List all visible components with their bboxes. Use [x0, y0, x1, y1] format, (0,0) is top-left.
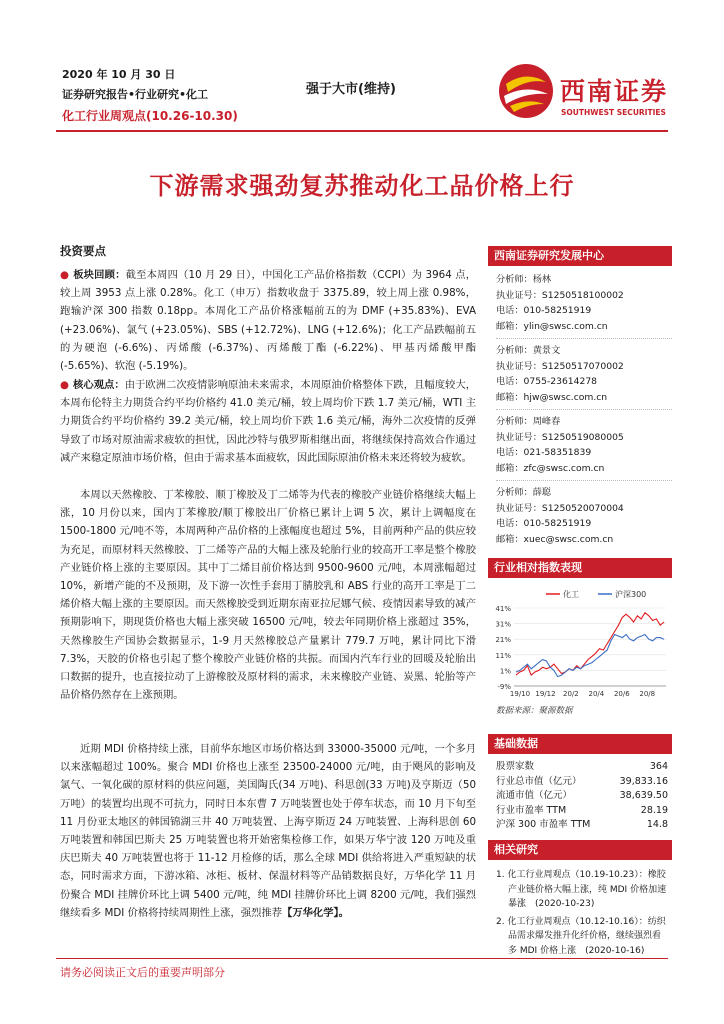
footer-disclaimer: 请务必阅读正文后的重要声明部分 — [60, 966, 225, 979]
related-panel — [488, 840, 672, 962]
report-type: 证券研究报告•行业研究•化工 — [62, 88, 209, 101]
mdi-recommend: 【万华化学】。 — [282, 906, 349, 919]
page-title: 下游需求强劲复苏推动化工品价格上行 — [149, 171, 575, 200]
table-row — [488, 789, 672, 804]
table-row — [488, 760, 672, 775]
y-tick-label: 11% — [495, 651, 511, 660]
x-tick-label: 20/6 — [613, 690, 630, 698]
review-text: 截至本周四（10 月 29 日），中国化工产品价格指数（CCPI）为 3964 点，较上周 3953 点上涨 0.28%。化工（申万）指数收盘于 3375.89，较上周上涨 0.98%，跑输沪深 300 指数 0.18pp。本周化工产品价格涨幅前五的为 DMF (+35.83%)、EVA (+23.06%)、氯气 (+23.05%)、SBS (+12.72%)、LNG (+12.6%)；化工产品跌幅前五的为硬泡 (-6.6%)、丙烯酸 (-6.37%)、丙烯酸丁酯 (-6.22%)、甲基丙烯酸甲酯 (-5.65%)、软泡 (-5.19%)。 — [60, 269, 476, 373]
row-label: 行业总市值（亿元） — [496, 775, 582, 787]
related-link[interactable]: 1. 化工行业周观点（10.19-10.23）：橡胶产业链价格大幅上涨，纯 MDI 价格加速暴涨 (2020-10-23) — [496, 870, 667, 910]
analyst-email[interactable]: 邮箱：ylin@swsc.com.cn — [496, 320, 608, 332]
relative-index-chart — [488, 582, 672, 702]
footer-divider — [56, 958, 668, 959]
row-value: 28.19 — [640, 804, 668, 816]
bullet-icon: ● — [60, 379, 70, 391]
bullet-icon: ● — [60, 269, 70, 281]
basic-title: 基础数据 — [488, 734, 672, 754]
analyst-name: 分析师：杨林 — [496, 274, 552, 285]
header-divider — [56, 130, 668, 132]
row-label: 股票家数 — [496, 761, 535, 772]
analyst-license: 执业证号：S1250517070002 — [496, 360, 624, 372]
x-tick-label: 19/10 — [509, 690, 531, 698]
analyst-list — [488, 272, 672, 547]
x-tick-label: 20/4 — [588, 690, 605, 698]
section-title: 投资要点 — [60, 244, 106, 258]
chart-source: 数据来源：聚源数据 — [496, 706, 573, 716]
analyst-license: 执业证号：S1250520070004 — [496, 502, 624, 514]
x-tick-label: 19/12 — [535, 690, 556, 698]
report-date: 2020 年 10 月 30 日 — [62, 68, 176, 81]
chart-panel — [488, 558, 672, 716]
basic-table — [488, 760, 672, 833]
paragraph-review — [60, 266, 476, 375]
logo-text: 西南证券 — [560, 77, 669, 106]
divider — [496, 409, 672, 410]
row-value: 364 — [649, 761, 668, 772]
swsc-logo-icon — [496, 60, 556, 122]
table-row — [488, 775, 672, 790]
team-title: 西南证券研究发展中心 — [488, 246, 672, 266]
analyst-phone: 电话：021-58351839 — [496, 447, 592, 458]
y-tick-label: 31% — [495, 620, 511, 629]
analyst-name: 分析师：薛聪 — [496, 487, 552, 498]
legend-label: 化工 — [563, 590, 579, 599]
row-label: 流通市值（亿元） — [496, 790, 573, 802]
row-value: 14.8 — [646, 819, 668, 831]
analyst-name: 分析师：周峰春 — [496, 416, 561, 427]
rating: 强于大市(维持) — [306, 82, 396, 97]
row-value: 39,833.16 — [619, 775, 668, 787]
x-tick-label: 20/8 — [639, 690, 656, 698]
analyst-license: 执业证号：S1250518100002 — [496, 289, 624, 301]
series-line — [516, 613, 664, 675]
review-label: 板块回顾： — [73, 269, 126, 281]
analyst-license: 执业证号：S1250519080005 — [496, 431, 624, 443]
row-label: 沪深 300 市盈率 TTM — [496, 819, 591, 831]
y-tick-label: 21% — [495, 636, 511, 645]
y-tick-label: -9% — [497, 683, 511, 691]
chart-title: 行业相对指数表现 — [488, 558, 672, 578]
related-link[interactable]: 2. 化工行业周观点（10.12-10.16）：纺织品需求爆发推升化纤价格，继续强烈看多 MDI 价格上涨 (2020-10-16) — [496, 916, 666, 956]
y-tick-label: 41% — [495, 605, 511, 613]
analyst-email[interactable]: 邮箱：zfc@swsc.com.cn — [496, 462, 605, 474]
analyst-phone: 电话：010-58251919 — [496, 305, 592, 316]
analyst-phone: 电话：010-58251919 — [496, 518, 592, 529]
divider — [496, 338, 672, 339]
table-row — [488, 818, 672, 833]
core-label: 核心观点： — [73, 379, 125, 391]
x-tick-label: 20/2 — [563, 690, 579, 698]
legend-label: 沪深300 — [615, 590, 647, 599]
analyst-email[interactable]: 邮箱：xuec@swsc.com.cn — [496, 533, 614, 545]
row-value: 38,639.50 — [619, 790, 668, 802]
mdi-text: 近期 MDI 价格持续上涨，目前华东地区市场价格达到 33000-35000 元/吨，一个多月以来涨幅超过 100%。聚合 MDI 价格也上涨至 23500-24000 元/吨，由于飓风的影响及氯气、一氧化碳的原材料的供应问题，美国陶氏(34 万吨)、科思创(33 万吨)及亨斯迈（50 万吨）的装置均出现不可抗力，同时日本东曹 7 万吨装置也处于停车状态，而 10 月下旬至 11 月份亚太地区的韩国锦湖三井 40 万吨装置、上海亨斯迈 24 万吨装置、上海科思创 60 万吨装置和韩国巴斯夫 25 万吨装置也将开始密集检修工作，如果万华宁波 120 万吨及重庆巴斯夫 40 万吨装置也将于 11-12 月检修的话，那么全球 MDI 供给将进入严重短缺的状态，同时需求方面，下游冰箱、冰柜、板材、保温材料等产品销数据良好，万华化学 11 月份聚合 MDI 挂牌价环比上调 5400 元/吨，纯 MDI 挂牌价环比上调 8200 元/吨，我们强烈继续看多 MDI 价格将持续周期性上涨，强烈推荐 — [60, 743, 476, 919]
basic-data-panel — [488, 734, 672, 833]
logo-english: SOUTHWEST SECURITIES — [561, 108, 666, 117]
analyst-email[interactable]: 邮箱：hjw@swsc.com.cn — [496, 391, 608, 403]
core-text: 由于欧洲二次疫情影响原油未来需求，本周原油价格整体下跌，且幅度较大，本周布伦特主力期货合约平均价格约 41.0 美元/桶，较上周均价下跌 1.7 美元/桶，WTI 主力期货合约平均价格约 39.2 美元/桶，较上周均价下跌 1.6 美元/桶，海外二次疫情的反弹导致了市场对原油需求疲软的担忧，因此沙特与俄罗斯相继出面，将继续保持高效合作通过减产来稳定原油市场价格，但由于需求基本面疲软，因此国际原油价格未来还将较为疲软。 — [60, 379, 476, 464]
analyst-panel — [488, 246, 672, 547]
analyst-phone: 电话：0755-23614278 — [496, 376, 598, 387]
divider — [496, 480, 672, 481]
table-row — [488, 804, 672, 819]
related-list — [488, 868, 672, 959]
row-label: 行业市盈率 TTM — [496, 804, 567, 816]
analyst-name: 分析师：黄景文 — [496, 345, 561, 356]
weekly-title: 化工行业周观点(10.26-10.30) — [62, 109, 238, 123]
y-tick-label: 1% — [499, 667, 511, 676]
paragraph-core — [60, 376, 476, 467]
paragraph-mdi — [60, 740, 476, 922]
related-title: 相关研究 — [488, 840, 672, 860]
paragraph-rubber: 本周以天然橡胶、丁苯橡胶、顺丁橡胶及丁二烯等为代表的橡胶产业链价格继续大幅上涨，10 月份以来，国内丁苯橡胶/顺丁橡胶出厂价格已累计上调 5 次，累计上调幅度在 1500-1800 元/吨不等，本周两种产品价格的上涨幅度也超过 5%，目前两种产品的供应较为充足，而原材料天然橡胶、丁二烯等产品的大幅上涨及轮胎行业的较高开工率是整个橡胶产业链价格上涨的主要原因。其中丁二烯目前价格达到 9500-9600 元/吨，本周涨幅超过 10%，新增产能的不及预期，及下游一次性手套用丁腈胶乳和 ABS 行业的高开工率是丁二烯价格大幅上涨的主要原因。而天然橡胶受到近期东南亚拉尼娜气候、疫情因素导致的减产预期影响下，期现货价格也大幅上涨突破 16500 元/吨，较去年同期价格上涨超过 35%，天然橡胶生产国协会数据显示，1-9 月天然橡胶总产量累计 779.7 万吨，累计同比下滑 7.3%，天胶的价格也引起了整个橡胶产业链价格的共振。而国内汽车行业的回暖及轮胎出口数据的提升，也直接拉动了上游橡胶及原材料的需求，未来橡胶产业链、炭黑、轮胎等产品价格仍然存在上涨预期。 — [60, 489, 476, 702]
